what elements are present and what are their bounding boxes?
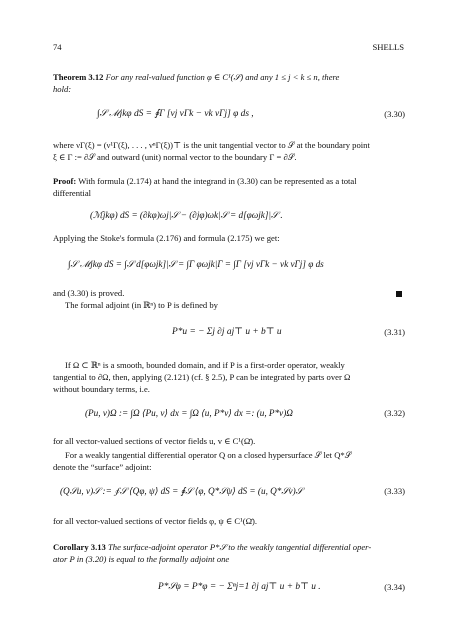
equation-3-31: P*u = − Σj ∂j aj⊤ u + b⊤ u xyxy=(172,327,282,337)
theorem-statement-line-2: hold: xyxy=(53,84,72,94)
paragraph-2-line-1: If Ω ⊂ ℝⁿ is a smooth, bounded domain, and if P is a first-order operator, weakly xyxy=(65,360,345,370)
equation-differential: (ℳjkφ) dS = (∂kφ)ωj|𝒮 − (∂jφ)ωk|𝒮 = d[φωjk]|𝒮 . xyxy=(90,210,283,220)
proof-label: Proof: xyxy=(53,176,77,186)
corollary-label: Corollary 3.13 xyxy=(53,542,106,552)
theorem-label: Theorem 3.12 xyxy=(53,72,104,82)
paragraph-2-after: for all vector-valued sections of vector fields u, v ∈ C¹(Ω̄). xyxy=(53,436,256,446)
equation-number-3-31: (3.31) xyxy=(384,327,405,337)
formal-adjoint-intro: The formal adjoint (in ℝⁿ) to P is defined by xyxy=(65,300,218,310)
equation-number-3-30: (3.30) xyxy=(384,109,405,119)
theorem-3-12 xyxy=(53,72,405,83)
theorem-where-line-1: where νΓ(ξ) = (ν¹Γ(ξ), . . . , νⁿΓ(ξ))⊤ is the unit tangential vector to 𝒮 at the boundary point xyxy=(53,140,370,150)
proof-line-2: differential xyxy=(53,188,92,198)
theorem-where-line-2: ξ ∈ Γ := ∂𝒮 and outward (unit) normal vector to the boundary Γ = ∂𝒮. xyxy=(53,152,297,162)
page-number: 74 xyxy=(53,42,62,52)
equation-stokes: ∫𝒮 ℳjkφ dS = ∫𝒮 d[φωjk]|𝒮 = ∫Γ φωjk|Γ = ∫Γ [νj νΓk − νk νΓj] φ ds xyxy=(68,259,324,269)
paragraph-3-line-1: For a weakly tangential differential operator Q on a closed hypersurface 𝒮 let Q*𝒮 xyxy=(65,450,352,460)
paragraph-2-line-3: without boundary terms, i.e. xyxy=(53,384,150,394)
proof-text: With formula (2.174) at hand the integrand in (3.30) can be represented as a total xyxy=(78,176,357,186)
paragraph-3-after: for all vector-valued sections of vector fields φ, ψ ∈ C¹(Ω̄). xyxy=(53,516,257,526)
equation-number-3-34: (3.34) xyxy=(384,582,405,592)
theorem-statement-line-1: For any real-valued function φ ∈ C¹(𝒮) and any 1 ≤ j < k ≤ n, there xyxy=(105,72,340,82)
stokes-text: Applying the Stoke's formula (2.176) and formula (2.175) we get: xyxy=(53,233,280,243)
proof-end-text: and (3.30) is proved. xyxy=(53,288,125,298)
paragraph-3-line-2: denote the “surface” adjoint: xyxy=(53,462,152,472)
corollary-statement-line-1: The surface-adjoint operator P*𝒮 to the weakly tangential differential oper- xyxy=(108,542,372,552)
equation-number-3-33: (3.33) xyxy=(384,486,405,496)
equation-3-32: (Pu, v)Ω := ∫Ω ⟨Pu, v⟩ dx = ∫Ω ⟨u, P*v⟩ dx =: (u, P*v)Ω xyxy=(85,408,293,418)
equation-number-3-32: (3.32) xyxy=(384,408,405,418)
paragraph-2-line-2: tangential to ∂Ω, then, applying (2.121) (cf. § 2.5), P can be integrated by parts over Ω xyxy=(53,372,351,382)
equation-3-30: ∫𝒮 ℳjkφ dS = ∮Γ [νj νΓk − νk νΓj] φ ds , xyxy=(97,109,254,119)
qed-square xyxy=(396,291,402,297)
running-title: SHELLS xyxy=(372,42,404,52)
proof-line-1 xyxy=(53,176,405,187)
corollary-3-13 xyxy=(53,542,405,553)
corollary-statement-line-2: ator P in (3.20) is equal to the formally adjoint one xyxy=(53,554,230,564)
equation-3-34: P*𝒮φ = P*φ = − Σⁿj=1 ∂j aj⊤ u + b⊤ u . xyxy=(158,582,321,592)
equation-3-33: (Q𝒮u, v)𝒮 := ∮𝒮 ⟨Qφ, ψ⟩ dS = ∮𝒮 ⟨φ, Q*𝒮ψ⟩ dS = (u, Q*𝒮v)𝒮 xyxy=(60,486,303,496)
